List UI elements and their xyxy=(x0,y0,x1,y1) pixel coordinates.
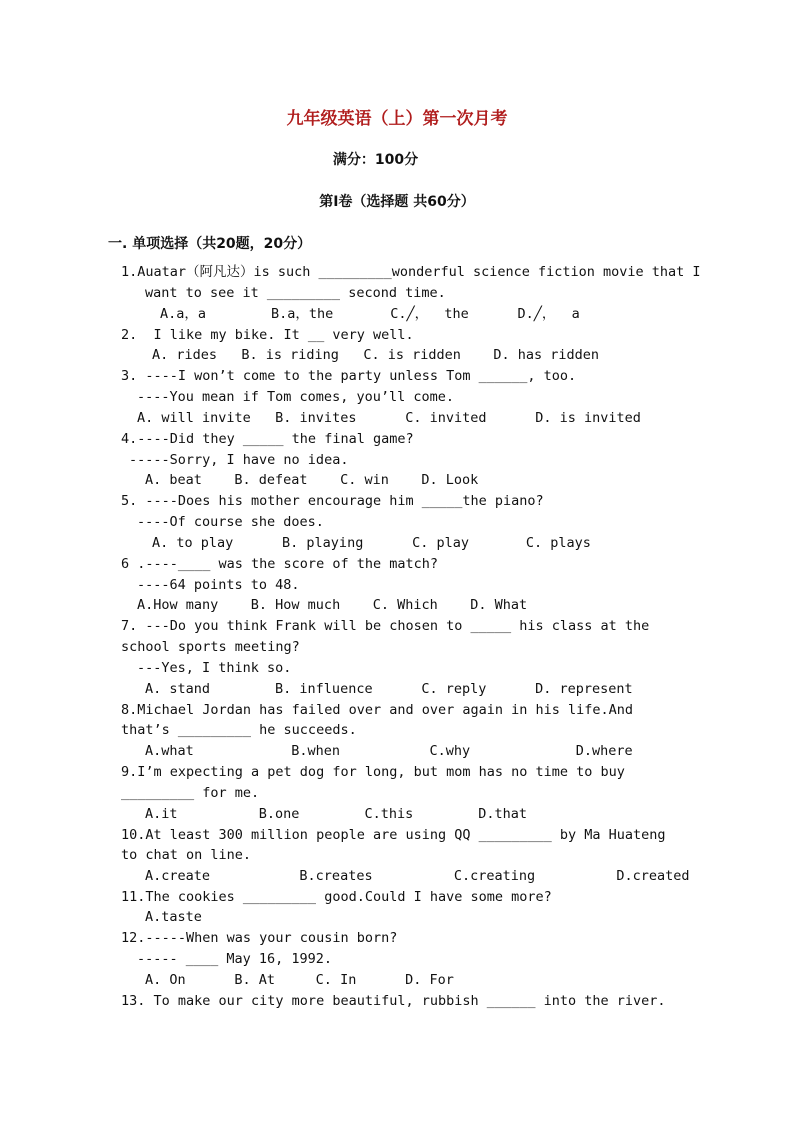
option-line: A.a，a B.a，the C.╱， the D.╱， a xyxy=(160,306,580,322)
option-line: A. to play B. playing C. play C. plays xyxy=(152,535,591,551)
question-line: 9.I’m expecting a pet dog for long, but mom has no time to buy xyxy=(121,764,625,780)
option-line: A.taste xyxy=(145,909,202,925)
question-line: ----You mean if Tom comes, you’ll come. xyxy=(137,389,454,405)
option-line: A. stand B. influence C. reply D. represent xyxy=(145,681,633,697)
option-line: A.what B.when C.why D.where xyxy=(145,743,633,759)
exam-title: 九年级英语（上）第一次月考 xyxy=(286,109,508,129)
option-line: A.it B.one C.this D.that xyxy=(145,806,528,822)
full-score: 满分：100分 xyxy=(332,152,419,168)
question-line: 8.Michael Jordan has failed over and over again in his life.And xyxy=(121,702,634,718)
question-line: ---Yes, I think so. xyxy=(137,660,292,676)
question-line: 11.The cookies _________ good.Could I have some more? xyxy=(121,889,552,905)
option-line: A.create B.creates C.creating D.created xyxy=(145,868,690,884)
question-line: ----Of course she does. xyxy=(137,514,324,530)
question-line: -----Sorry, I have no idea. xyxy=(129,452,349,468)
question-line: 2. I like my bike. It __ very well. xyxy=(121,327,414,343)
question-line: ----64 points to 48. xyxy=(137,577,300,593)
section-heading: 一. 单项选择（共20题，20分） xyxy=(108,236,312,252)
question-line: 1.Auatar（阿凡达）is such _________wonderful science fiction movie that I xyxy=(121,264,701,280)
option-line: A.How many B. How much C. Which D. What xyxy=(137,597,528,613)
question-line: school sports meeting? xyxy=(121,639,300,655)
question-line: 12.-----When was your cousin born? xyxy=(121,930,398,946)
question-line: want to see it _________ second time. xyxy=(145,285,446,301)
question-line: 5. ----Does his mother encourage him _____the piano? xyxy=(121,493,544,509)
question-line: that’s _________ he succeeds. xyxy=(121,722,357,738)
question-line: ----- ____ May 16, 1992. xyxy=(137,951,333,967)
question-line: 6 .----____ was the score of the match? xyxy=(121,556,438,572)
option-line: A. On B. At C. In D. For xyxy=(145,972,454,988)
question-line: _________ for me. xyxy=(121,785,260,801)
question-line: to chat on line. xyxy=(121,847,252,863)
question-line: 3. ----I won’t come to the party unless Tom ______, too. xyxy=(121,368,577,384)
part-heading: 第I卷（选择题 共60分） xyxy=(319,194,475,210)
question-line: 13. To make our city more beautiful, rubbish ______ into the river. xyxy=(121,993,666,1009)
question-line: 7. ---Do you think Frank will be chosen to _____ his class at the xyxy=(121,618,650,634)
question-line: 10.At least 300 million people are using QQ _________ by Ma Huateng xyxy=(121,827,666,843)
question-line: 4.----Did they _____ the final game? xyxy=(121,431,414,447)
option-line: A. will invite B. invites C. invited D. is invited xyxy=(137,410,641,426)
option-line: A. rides B. is riding C. is ridden D. has ridden xyxy=(152,347,600,363)
option-line: A. beat B. defeat C. win D. Look xyxy=(145,472,479,488)
